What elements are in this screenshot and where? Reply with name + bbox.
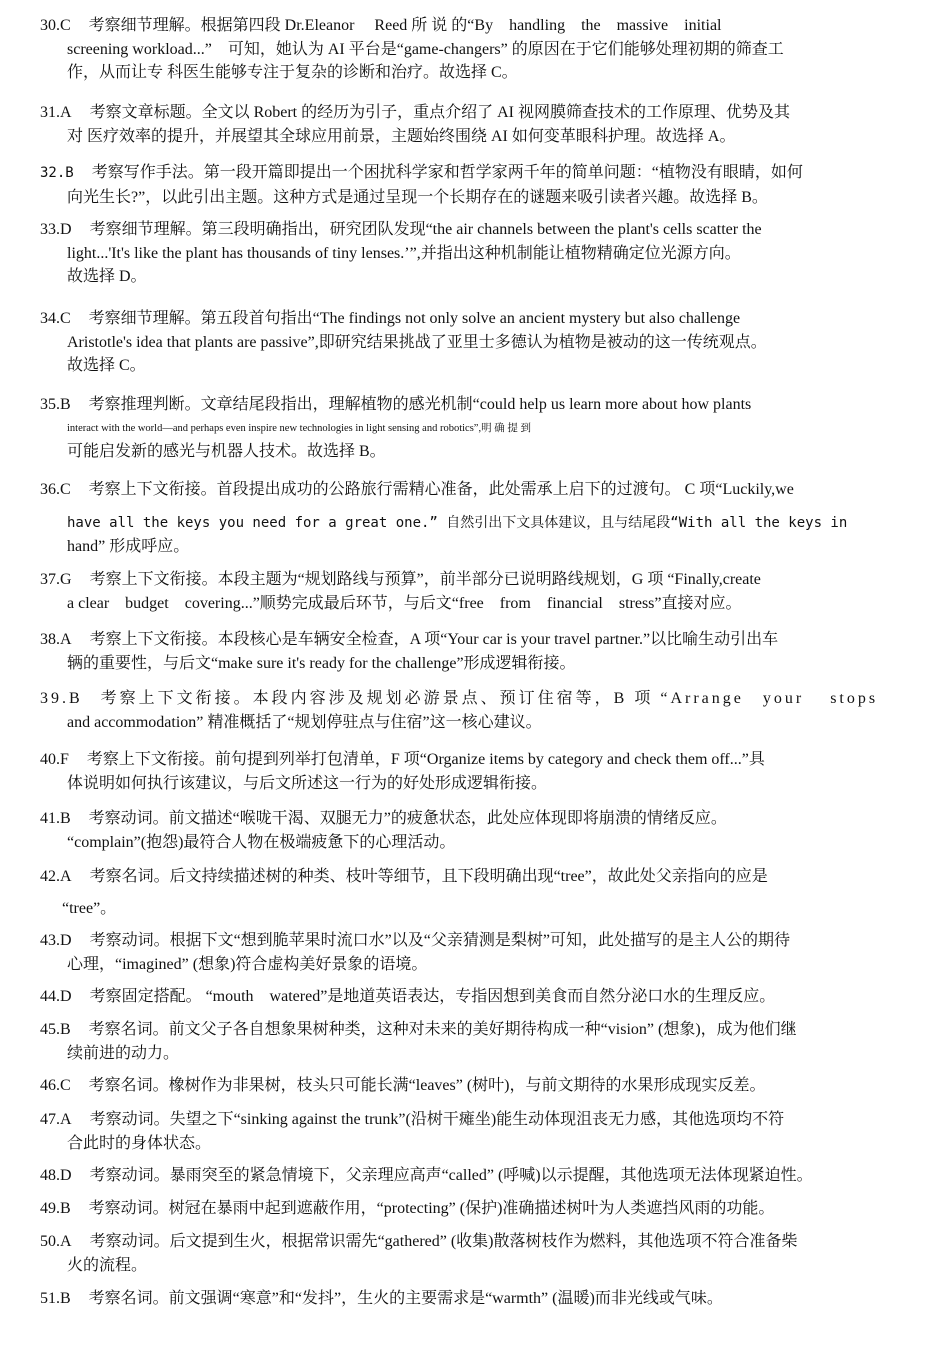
answer-49	[40, 1197, 910, 1221]
question-number: 41.B	[40, 810, 71, 827]
answer-48	[40, 1164, 910, 1188]
explanation-line: and accommodation” 精准概括了“规划停驻点与住宿”这一核心建议。	[67, 713, 542, 731]
question-number: 30.C	[40, 17, 71, 34]
explanation-line: Aristotle's idea that plants are passive”,即研究结果挑战了亚里士多德认为植物是被动的这一传统观点。	[67, 333, 767, 351]
explanation-line: light...'It's like the plant has thousands of tiny lenses.’”,并指出这种机制能让植物精确定位光源方向。	[67, 244, 741, 262]
explanation-line: 可能启发新的感光与机器人技术。故选择 B。	[67, 443, 386, 460]
answer-30	[40, 14, 910, 85]
explanation-line: 考察上下文衔接。本段主题为“规划路线与预算”，前半部分已说明路线规划，G 项 “Finally,create	[89, 571, 761, 588]
explanation-line: 考察动词。后文提到生火，根据常识需先“gathered” (收集)散落树枝作为燃料，其他选项不符合准备柴	[89, 1233, 798, 1250]
question-number: 50.A	[40, 1233, 72, 1250]
question-number: 35.B	[40, 396, 71, 413]
explanation-line: 向光生长?”，以此引出主题。这种方式是通过呈现一个长期存在的谜题来吸引读者兴趣。故选择 B。	[67, 188, 768, 206]
explanation-line: 考察写作手法。第一段开篇即提出一个困扰科学家和哲学家两千年的简单问题：“植物没有眼睛，如何	[91, 164, 803, 181]
explanation-line: a clear budget covering...”顺势完成最后环节，与后文“free from financial stress”直接对应。	[67, 594, 742, 612]
explanation-line: 考察上下文衔接。首段提出成功的公路旅行需精心准备，此处需承上启下的过渡句。 C 项“Luckily,we	[88, 481, 794, 498]
explanation-line: 考察动词。根据下文“想到脆苹果时流口水”以及“父亲猜测是梨树”可知，此处描写的是主人公的期待	[89, 932, 790, 949]
answer-35	[40, 393, 910, 464]
question-number: 49.B	[40, 1200, 71, 1217]
explanation-line: interact with the world—and perhaps even inspire new technologies in light sensing and robotics”,明 确 提 到	[67, 422, 531, 434]
question-number: 37.G	[40, 571, 72, 588]
explanation-line: 考察推理判断。文章结尾段指出，理解植物的感光机制“could help us learn more about how plants	[88, 396, 752, 413]
explanation-line: 考察细节理解。根据第四段 Dr.Eleanor Reed 所 说 的“By handling the massive initial	[88, 17, 722, 34]
explanation-line: 考察固定搭配。 “mouth watered”是地道英语表达，专指因想到美食而自然分泌口水的生理反应。	[89, 988, 776, 1005]
explanation-line: 续前进的动力。	[67, 1044, 180, 1062]
question-number: 45.B	[40, 1021, 71, 1038]
explanation-line: 合此时的身体状态。	[67, 1134, 212, 1152]
explanation-line: 考察名词。前文强调“寒意”和“发抖”，生火的主要需求是“warmth” (温暖)而非光线或气味。	[88, 1290, 723, 1307]
answer-42	[40, 865, 910, 920]
answer-45	[40, 1018, 910, 1065]
explanation-line: screening workload...” 可知，她认为 AI 平台是“game-changers” 的原因在于它们能够处理初期的筛查工	[67, 40, 784, 58]
answer-40	[40, 748, 910, 795]
answer-47	[40, 1108, 910, 1155]
question-number: 47.A	[40, 1111, 72, 1128]
explanation-line: 考察名词。后文持续描述树的种类、枝叶等细节，且下段明确出现“tree”，故此处父亲指向的应是	[89, 868, 768, 885]
explanation-line: have all the keys you need for a great one.” 自然引出下文具体建议，且与结尾段“With all the keys in	[67, 514, 848, 531]
answer-39	[40, 687, 910, 734]
answer-41	[40, 807, 910, 854]
question-number: 51.B	[40, 1290, 71, 1307]
explanation-line: “complain”(抱怨)最符合人物在极端疲惫下的心理活动。	[67, 833, 456, 851]
explanation-line: 作，从而让专 科医生能够专注于复杂的诊断和治疗。故选择 C。	[67, 64, 518, 81]
answer-46	[40, 1074, 910, 1098]
explanation-line: 火的流程。	[67, 1256, 148, 1274]
question-number: 42.A	[40, 868, 72, 885]
answer-51	[40, 1287, 910, 1311]
answer-44	[40, 985, 910, 1009]
answer-31	[40, 101, 910, 148]
explanation-line: 考察上下文衔接。本段核心是车辆安全检查，A 项“Your car is your travel partner.”以比喻生动引出车	[89, 631, 779, 648]
explanation-line: 考察动词。失望之下“sinking against the trunk”(沿树干瘫坐)能生动体现沮丧无力感，其他选项均不符	[89, 1111, 785, 1128]
explanation-line: hand” 形成呼应。	[67, 538, 190, 555]
explanation-line: 体说明如何执行该建议，与后文所述这一行为的好处形成逻辑衔接。	[67, 774, 548, 792]
question-number: 48.D	[40, 1167, 72, 1184]
question-number: 31.A	[40, 104, 72, 121]
answer-50	[40, 1230, 910, 1277]
answer-32	[40, 161, 910, 209]
explanation-line: 考察名词。橡树作为非果树，枝头只可能长满“leaves” (树叶)，与前文期待的水果形成现实反差。	[88, 1077, 766, 1094]
explanation-line: 考察名词。前文父子各自想象果树种类，这种对未来的美好期待构成一种“vision” (想象)，成为他们继	[88, 1021, 797, 1038]
answer-33	[40, 218, 910, 289]
question-number: 44.D	[40, 988, 72, 1005]
explanation-line: 对 医疗效率的提升，并展望其全球应用前景，主题始终围绕 AI 如何变革眼科护理。故选择 A。	[67, 127, 736, 145]
question-number: 36.C	[40, 481, 71, 498]
question-number: 32.B	[40, 165, 74, 181]
answer-36	[40, 478, 910, 559]
explanation-line: 考察动词。前文描述“喉咙干渴、双腿无力”的疲惫状态，此处应体现即将崩溃的情绪反应。	[88, 810, 727, 827]
explanation-line: 考察动词。暴雨突至的紧急情境下，父亲理应高声“called” (呼喊)以示提醒，其他选项无法体现紧迫性。	[89, 1167, 813, 1184]
explanation-line: 故选择 D。	[67, 268, 147, 285]
explanation-line: 考察细节理解。第三段明确指出，研究团队发现“the air channels between the plant's cells scatter the	[89, 221, 762, 238]
answer-38	[40, 628, 910, 675]
explanation-line: 辆的重要性，与后文“make sure it's ready for the challenge”形成逻辑衔接。	[67, 654, 576, 672]
explanation-line: 考察文章标题。全文以 Robert 的经历为引子，重点介绍了 AI 视网膜筛查技术的工作原理、优势及其	[89, 104, 790, 121]
question-number: 38.A	[40, 631, 72, 648]
question-number: 39.B	[40, 690, 83, 707]
explanation-line: 考察动词。树冠在暴雨中起到遮蔽作用，“protecting” (保护)准确描述树叶为人类遮挡风雨的功能。	[88, 1200, 775, 1217]
question-number: 40.F	[40, 751, 69, 768]
explanation-line: “tree”。	[62, 899, 117, 917]
explanation-line: 考察细节理解。第五段首句指出“The findings not only solve an ancient mystery but also challenge	[88, 310, 741, 327]
question-number: 43.D	[40, 932, 72, 949]
explanation-line: 故选择 C。	[67, 357, 146, 374]
answer-37	[40, 568, 910, 615]
question-number: 33.D	[40, 221, 72, 238]
answer-34	[40, 307, 910, 378]
explanation-line: 心理，“imagined” (想象)符合虚构美好景象的语境。	[67, 955, 428, 973]
explanation-line: 考察上下文衔接。本段内容涉及规划必游景点、预订住宿等，B 项 “Arrange your stops	[100, 690, 879, 707]
question-number: 34.C	[40, 310, 71, 327]
explanation-line: 考察上下文衔接。前句提到列举打包清单，F 项“Organize items by category and check them off...”具	[86, 751, 765, 768]
question-number: 46.C	[40, 1077, 71, 1094]
answer-43	[40, 929, 910, 976]
